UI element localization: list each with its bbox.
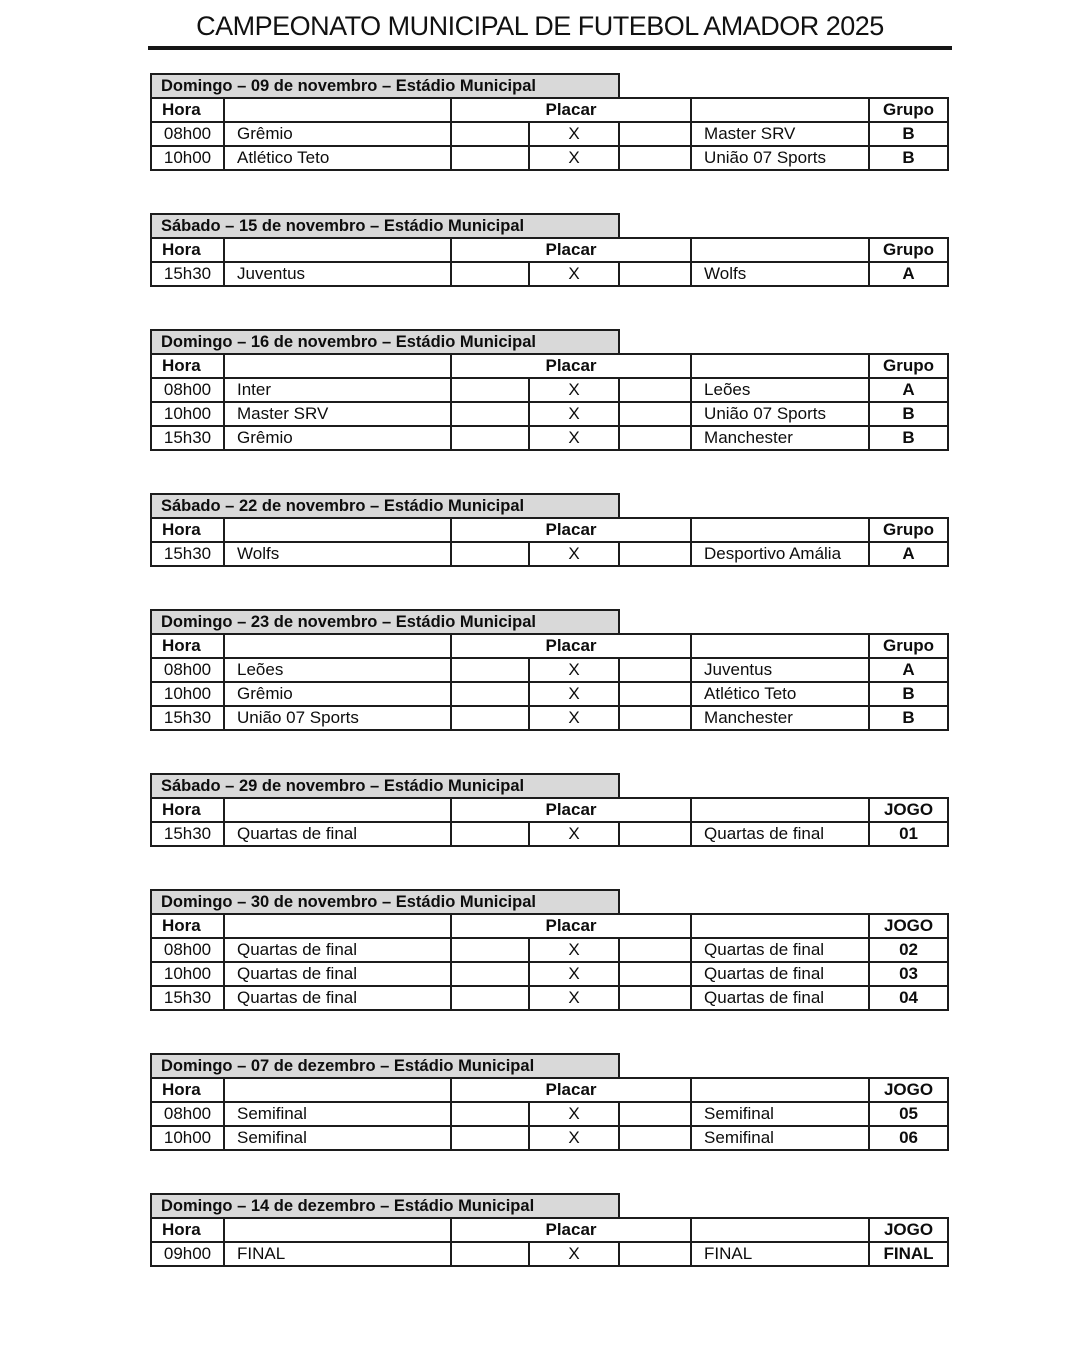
col-header-placar: Placar: [451, 1078, 691, 1102]
col-header-hora: Hora: [151, 914, 224, 938]
away-score-cell: [619, 1242, 691, 1266]
away-team-cell: Quartas de final: [691, 962, 869, 986]
home-team-cell: FINAL: [224, 1242, 451, 1266]
home-score-cell: [451, 122, 529, 146]
date-row-spacer: [619, 610, 948, 634]
match-row: [151, 122, 948, 146]
group-cell: B: [869, 682, 948, 706]
col-header-grupo: Grupo: [869, 354, 948, 378]
time-cell: 10h00: [151, 1126, 224, 1150]
match-row: [151, 658, 948, 682]
game-number-cell: 06: [869, 1126, 948, 1150]
col-header-hora: Hora: [151, 1078, 224, 1102]
home-team-cell: Semifinal: [224, 1126, 451, 1150]
col-header-hora: Hora: [151, 634, 224, 658]
group-cell: B: [869, 402, 948, 426]
home-team-cell: União 07 Sports: [224, 706, 451, 730]
away-score-cell: [619, 822, 691, 846]
away-team-cell: Desportivo Amália: [691, 542, 869, 566]
match-row: [151, 1126, 948, 1150]
match-row: [151, 822, 948, 846]
away-team-cell: Manchester: [691, 426, 869, 450]
col-header-home: [224, 238, 451, 262]
versus-cell: X: [529, 682, 619, 706]
away-score-cell: [619, 962, 691, 986]
date-header: Domingo – 30 de novembro – Estádio Municipal: [151, 890, 619, 914]
col-header-away: [691, 914, 869, 938]
col-header-jogo: JOGO: [869, 914, 948, 938]
col-header-away: [691, 634, 869, 658]
time-cell: 10h00: [151, 402, 224, 426]
time-cell: 15h30: [151, 822, 224, 846]
date-header: Sábado – 29 de novembro – Estádio Municipal: [151, 774, 619, 798]
time-cell: 10h00: [151, 682, 224, 706]
away-team-cell: FINAL: [691, 1242, 869, 1266]
away-team-cell: Juventus: [691, 658, 869, 682]
col-header-away: [691, 518, 869, 542]
match-row: [151, 542, 948, 566]
match-row: [151, 962, 948, 986]
fixture-table-8: [150, 1053, 949, 1151]
home-team-cell: Juventus: [224, 262, 451, 286]
away-score-cell: [619, 426, 691, 450]
date-row-spacer: [619, 494, 948, 518]
home-team-cell: Leões: [224, 658, 451, 682]
col-header-away: [691, 1218, 869, 1242]
away-team-cell: Quartas de final: [691, 938, 869, 962]
home-score-cell: [451, 426, 529, 450]
match-row: [151, 426, 948, 450]
page-title: CAMPEONATO MUNICIPAL DE FUTEBOL AMADOR 2025: [196, 11, 884, 41]
away-score-cell: [619, 1102, 691, 1126]
home-score-cell: [451, 658, 529, 682]
home-team-cell: Grêmio: [224, 122, 451, 146]
away-score-cell: [619, 402, 691, 426]
time-cell: 09h00: [151, 1242, 224, 1266]
versus-cell: X: [529, 262, 619, 286]
versus-cell: X: [529, 146, 619, 170]
date-header: Domingo – 09 de novembro – Estádio Municipal: [151, 74, 619, 98]
fixture-table-1: [150, 73, 949, 171]
fixture-table-5: [150, 609, 949, 731]
away-score-cell: [619, 542, 691, 566]
date-row-spacer: [619, 774, 948, 798]
fixture-table-6: [150, 773, 949, 847]
away-team-cell: Wolfs: [691, 262, 869, 286]
col-header-hora: Hora: [151, 798, 224, 822]
col-header-home: [224, 354, 451, 378]
match-row: [151, 402, 948, 426]
match-row: [151, 938, 948, 962]
col-header-home: [224, 798, 451, 822]
away-team-cell: Quartas de final: [691, 822, 869, 846]
col-header-home: [224, 1218, 451, 1242]
home-team-cell: Grêmio: [224, 682, 451, 706]
group-cell: B: [869, 122, 948, 146]
time-cell: 10h00: [151, 146, 224, 170]
col-header-home: [224, 634, 451, 658]
game-number-cell: 03: [869, 962, 948, 986]
col-header-grupo: Grupo: [869, 518, 948, 542]
time-cell: 08h00: [151, 378, 224, 402]
versus-cell: X: [529, 938, 619, 962]
fixture-table-4: [150, 493, 949, 567]
match-row: [151, 1102, 948, 1126]
col-header-placar: Placar: [451, 634, 691, 658]
col-header-jogo: JOGO: [869, 1078, 948, 1102]
home-team-cell: Quartas de final: [224, 986, 451, 1010]
home-team-cell: Grêmio: [224, 426, 451, 450]
group-cell: A: [869, 658, 948, 682]
away-team-cell: União 07 Sports: [691, 146, 869, 170]
col-header-home: [224, 98, 451, 122]
time-cell: 10h00: [151, 962, 224, 986]
versus-cell: X: [529, 426, 619, 450]
versus-cell: X: [529, 822, 619, 846]
fixture-table-7: [150, 889, 949, 1011]
away-score-cell: [619, 262, 691, 286]
col-header-grupo: Grupo: [869, 98, 948, 122]
date-header: Sábado – 15 de novembro – Estádio Municipal: [151, 214, 619, 238]
match-row: [151, 262, 948, 286]
col-header-away: [691, 354, 869, 378]
away-team-cell: União 07 Sports: [691, 402, 869, 426]
col-header-placar: Placar: [451, 914, 691, 938]
home-score-cell: [451, 1102, 529, 1126]
col-header-away: [691, 238, 869, 262]
match-row: [151, 378, 948, 402]
game-number-cell: 05: [869, 1102, 948, 1126]
away-score-cell: [619, 986, 691, 1010]
home-team-cell: Quartas de final: [224, 962, 451, 986]
col-header-hora: Hora: [151, 354, 224, 378]
away-score-cell: [619, 706, 691, 730]
home-team-cell: Inter: [224, 378, 451, 402]
home-score-cell: [451, 682, 529, 706]
home-score-cell: [451, 938, 529, 962]
away-team-cell: Manchester: [691, 706, 869, 730]
versus-cell: X: [529, 1126, 619, 1150]
away-score-cell: [619, 1126, 691, 1150]
fixture-table-3: [150, 329, 949, 451]
date-row-spacer: [619, 330, 948, 354]
away-score-cell: [619, 378, 691, 402]
date-header: Domingo – 16 de novembro – Estádio Municipal: [151, 330, 619, 354]
away-team-cell: Master SRV: [691, 122, 869, 146]
versus-cell: X: [529, 542, 619, 566]
match-row: [151, 706, 948, 730]
match-row: [151, 146, 948, 170]
col-header-away: [691, 798, 869, 822]
date-row-spacer: [619, 890, 948, 914]
away-team-cell: Quartas de final: [691, 986, 869, 1010]
versus-cell: X: [529, 1242, 619, 1266]
game-number-cell: 01: [869, 822, 948, 846]
col-header-home: [224, 914, 451, 938]
date-header: Domingo – 23 de novembro – Estádio Municipal: [151, 610, 619, 634]
match-row: [151, 986, 948, 1010]
date-row-spacer: [619, 74, 948, 98]
home-score-cell: [451, 962, 529, 986]
title-underline: [148, 46, 952, 50]
date-header: Sábado – 22 de novembro – Estádio Municipal: [151, 494, 619, 518]
versus-cell: X: [529, 658, 619, 682]
versus-cell: X: [529, 1102, 619, 1126]
group-cell: A: [869, 542, 948, 566]
col-header-hora: Hora: [151, 238, 224, 262]
time-cell: 15h30: [151, 706, 224, 730]
col-header-away: [691, 98, 869, 122]
time-cell: 08h00: [151, 938, 224, 962]
home-team-cell: Wolfs: [224, 542, 451, 566]
match-row: [151, 1242, 948, 1266]
time-cell: 15h30: [151, 986, 224, 1010]
home-score-cell: [451, 706, 529, 730]
fixture-table-2: [150, 213, 949, 287]
col-header-home: [224, 518, 451, 542]
date-row-spacer: [619, 1054, 948, 1078]
time-cell: 15h30: [151, 426, 224, 450]
versus-cell: X: [529, 986, 619, 1010]
col-header-jogo: JOGO: [869, 1218, 948, 1242]
col-header-placar: Placar: [451, 354, 691, 378]
game-number-cell: FINAL: [869, 1242, 948, 1266]
game-number-cell: 04: [869, 986, 948, 1010]
date-row-spacer: [619, 1194, 948, 1218]
date-header: Domingo – 14 de dezembro – Estádio Municipal: [151, 1194, 619, 1218]
home-score-cell: [451, 1242, 529, 1266]
away-team-cell: Semifinal: [691, 1126, 869, 1150]
versus-cell: X: [529, 378, 619, 402]
home-score-cell: [451, 1126, 529, 1150]
home-team-cell: Master SRV: [224, 402, 451, 426]
col-header-placar: Placar: [451, 518, 691, 542]
col-header-grupo: Grupo: [869, 634, 948, 658]
time-cell: 15h30: [151, 542, 224, 566]
away-team-cell: Leões: [691, 378, 869, 402]
time-cell: 08h00: [151, 122, 224, 146]
home-team-cell: Atlético Teto: [224, 146, 451, 170]
home-score-cell: [451, 542, 529, 566]
col-header-placar: Placar: [451, 238, 691, 262]
away-score-cell: [619, 938, 691, 962]
group-cell: B: [869, 426, 948, 450]
col-header-home: [224, 1078, 451, 1102]
home-score-cell: [451, 986, 529, 1010]
away-team-cell: Atlético Teto: [691, 682, 869, 706]
away-score-cell: [619, 122, 691, 146]
away-team-cell: Semifinal: [691, 1102, 869, 1126]
col-header-placar: Placar: [451, 798, 691, 822]
home-score-cell: [451, 402, 529, 426]
time-cell: 15h30: [151, 262, 224, 286]
col-header-placar: Placar: [451, 98, 691, 122]
home-score-cell: [451, 378, 529, 402]
home-team-cell: Quartas de final: [224, 822, 451, 846]
versus-cell: X: [529, 122, 619, 146]
home-score-cell: [451, 822, 529, 846]
versus-cell: X: [529, 402, 619, 426]
group-cell: B: [869, 706, 948, 730]
date-header: Domingo – 07 de dezembro – Estádio Municipal: [151, 1054, 619, 1078]
away-score-cell: [619, 682, 691, 706]
group-cell: B: [869, 146, 948, 170]
time-cell: 08h00: [151, 1102, 224, 1126]
away-score-cell: [619, 658, 691, 682]
date-row-spacer: [619, 214, 948, 238]
group-cell: A: [869, 262, 948, 286]
away-score-cell: [619, 146, 691, 170]
group-cell: A: [869, 378, 948, 402]
home-score-cell: [451, 146, 529, 170]
col-header-placar: Placar: [451, 1218, 691, 1242]
versus-cell: X: [529, 706, 619, 730]
col-header-hora: Hora: [151, 518, 224, 542]
home-score-cell: [451, 262, 529, 286]
game-number-cell: 02: [869, 938, 948, 962]
home-team-cell: Quartas de final: [224, 938, 451, 962]
col-header-jogo: JOGO: [869, 798, 948, 822]
col-header-hora: Hora: [151, 1218, 224, 1242]
versus-cell: X: [529, 962, 619, 986]
col-header-hora: Hora: [151, 98, 224, 122]
fixture-table-9: [150, 1193, 949, 1267]
col-header-grupo: Grupo: [869, 238, 948, 262]
time-cell: 08h00: [151, 658, 224, 682]
match-row: [151, 682, 948, 706]
col-header-away: [691, 1078, 869, 1102]
home-team-cell: Semifinal: [224, 1102, 451, 1126]
